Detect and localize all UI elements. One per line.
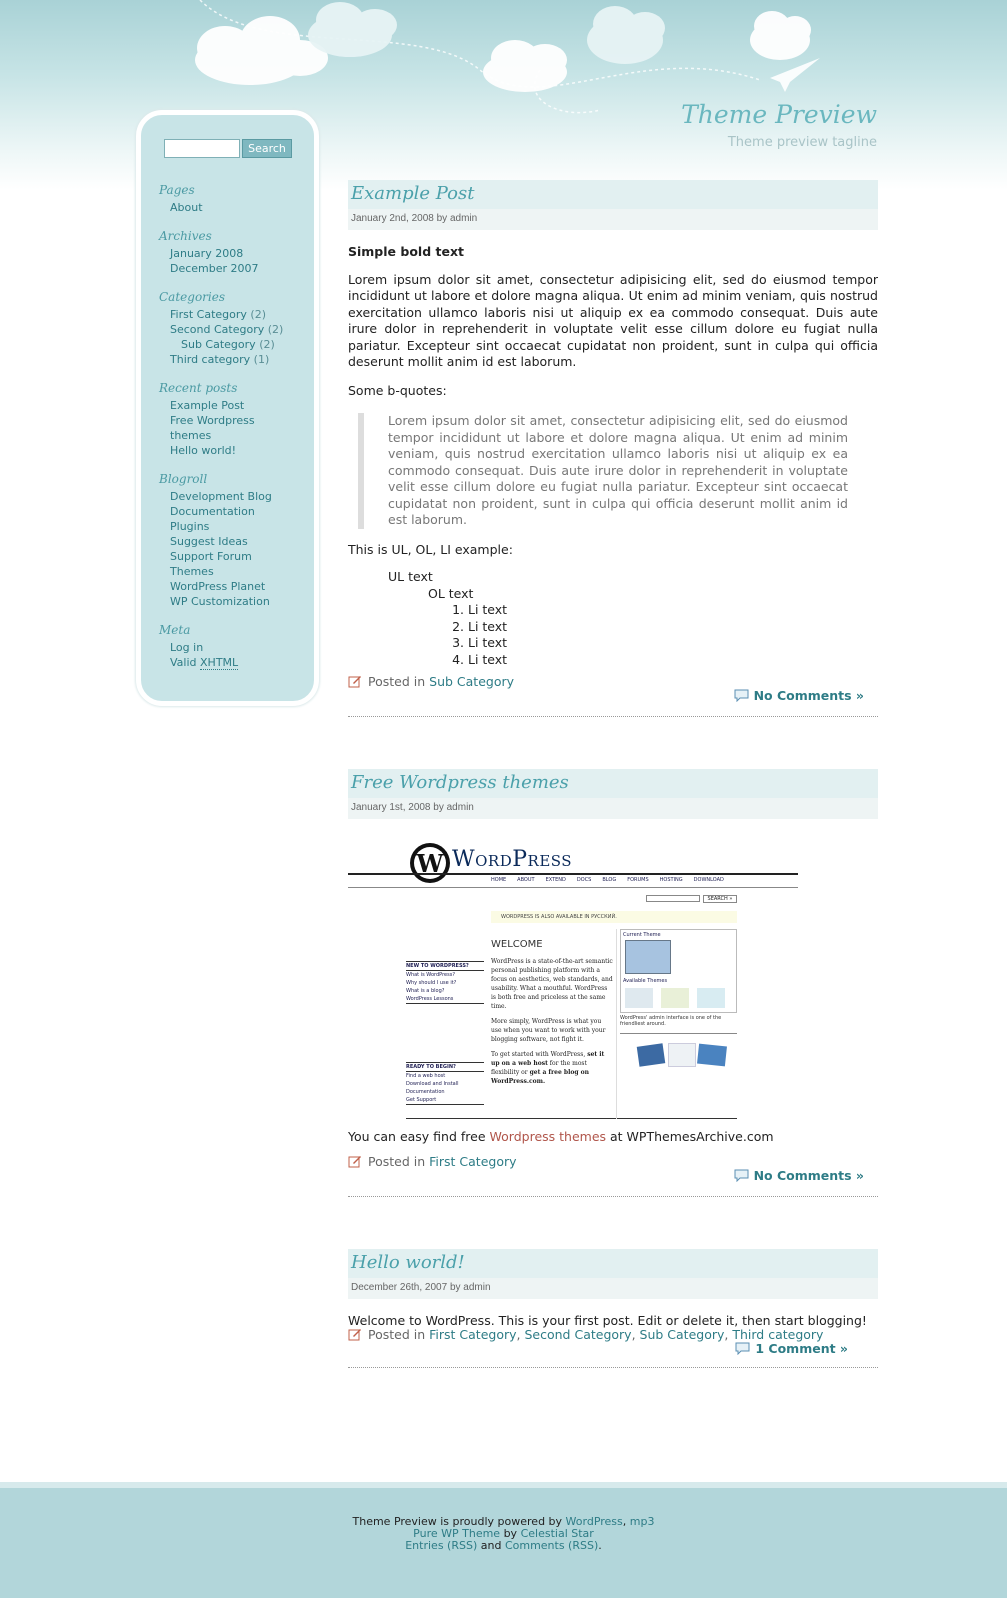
- comments-link[interactable]: [734, 688, 864, 703]
- theme-thumb: [625, 988, 653, 1008]
- screenshot-para: WordPress is a state-of-the-art semantic personal publishing platform with a focus on aesthetics, web standards, and usability. What a mouthful. WordPress is both free and priceless at the same time.: [491, 958, 613, 1010]
- available-themes-label: Available Themes: [623, 978, 668, 984]
- blogroll-link[interactable]: Development Blog: [170, 490, 272, 503]
- screenshot-link: What is a blog?: [406, 988, 445, 994]
- category-link-third[interactable]: Third category: [170, 353, 251, 366]
- recent-post-link[interactable]: Free Wordpress themes: [170, 414, 255, 442]
- category-link[interactable]: First Category: [429, 1154, 517, 1169]
- sidebar-link-about[interactable]: About: [170, 201, 203, 214]
- categories-heading: Categories: [159, 290, 225, 304]
- posted-in-label: Posted in: [368, 1154, 426, 1169]
- screenshot-admin-panel: [620, 929, 737, 1013]
- post-free-themes: [348, 769, 878, 1144]
- blogroll-heading: Blogroll: [159, 472, 208, 486]
- screenshot-rule: [406, 1118, 737, 1119]
- footer-text: Theme Preview is proudly powered by: [352, 1515, 563, 1528]
- comment-bubble-icon: [735, 1341, 751, 1355]
- recent-post-link[interactable]: Example Post: [170, 399, 245, 412]
- blogroll-link[interactable]: Documentation: [170, 505, 255, 518]
- screenshot-link: Documentation: [406, 1089, 445, 1095]
- recent-posts-list: [159, 398, 283, 458]
- screenshot-link: Find a web host: [406, 1073, 446, 1079]
- theme-thumb: [661, 988, 689, 1008]
- list-item: 1. Li text: [468, 602, 878, 619]
- screenshot-bold: set it up on a web host: [491, 1051, 605, 1067]
- screenshot-search-button: SEARCH »: [703, 895, 737, 903]
- screenshot-main-text: [491, 957, 613, 1086]
- post-meta: December 26th, 2007 by admin: [348, 1278, 878, 1299]
- category-link[interactable]: Second Category: [524, 1327, 632, 1342]
- footer-line-1: Theme Preview is proudly powered by WordPress, mp3: [352, 1515, 655, 1528]
- blogroll-list: [159, 489, 283, 609]
- footer-mp3-link[interactable]: mp3: [629, 1515, 655, 1528]
- archive-link-january-2008[interactable]: January 2008: [170, 247, 244, 260]
- screenshot-bold: get a free blog on WordPress.com.: [491, 1069, 590, 1085]
- screenshot-text: for the most flexibility or: [491, 1060, 587, 1076]
- meta-list: [159, 640, 283, 670]
- posted-in-label: Posted in: [368, 674, 426, 689]
- post-separator: [348, 1196, 878, 1197]
- comment-bubble-icon: [734, 1168, 750, 1182]
- post-meta: January 1st, 2008 by admin: [348, 798, 878, 819]
- nav-item: DOCS: [576, 877, 592, 883]
- category-item-sub: [159, 337, 283, 352]
- list-item: 2. Li text: [468, 619, 878, 636]
- pages-heading: Pages: [159, 183, 195, 197]
- ol-list: [388, 602, 878, 668]
- screenshot-text: To get started with WordPress,: [491, 1051, 586, 1058]
- recent-posts-heading: Recent posts: [159, 381, 238, 395]
- screenshot-left-column: [406, 961, 484, 1105]
- post-title[interactable]: Free Wordpress themes: [351, 772, 569, 793]
- ready-to-begin-heading: READY TO BEGIN?: [406, 1062, 484, 1072]
- category-item-first: [159, 307, 283, 322]
- pages-list: [159, 200, 283, 215]
- wordpress-screenshot-image[interactable]: [348, 839, 798, 1119]
- screenshot-link: What is WordPress?: [406, 972, 455, 978]
- category-link-sub[interactable]: Sub Category: [181, 338, 256, 351]
- list-item: 3. Li text: [468, 635, 878, 652]
- post-paragraph: Lorem ipsum dolor sit amet, consectetur adipisicing elit, sed do eiusmod tempor incididunt ut labore et dolore magna aliqua. Ut enim ad minim veniam, quis nostrud exercitation ullamco laboris nisi ut aliquip ex ea commodo consequat. Duis aute irure dolor in reprehenderit in voluptate velit esse cillum dolore eu fugiat nulla pariatur. Excepteur sint occaecat cupidatat non proident, sunt in culpa qui officia deserunt mollit anim id est laborum.: [348, 271, 878, 369]
- login-link[interactable]: Log in: [170, 641, 204, 654]
- comments-count: No Comments »: [753, 1168, 864, 1183]
- screenshot-nav: [491, 877, 724, 883]
- screenshot-rule: [620, 1033, 737, 1034]
- edit-icon: [348, 674, 362, 688]
- category-count: (2): [250, 308, 266, 321]
- bquote-intro: Some b-quotes:: [348, 382, 447, 398]
- body-text: You can easy find free: [348, 1129, 486, 1144]
- post-hello-world: [348, 1249, 878, 1330]
- screenshot-rule: [348, 873, 798, 875]
- footer-celestial-link[interactable]: Celestial Star: [520, 1527, 594, 1540]
- post-header: [348, 180, 878, 209]
- category-link[interactable]: First Category: [429, 1327, 517, 1342]
- nav-item: FORUMS: [627, 877, 649, 883]
- archives-heading: Archives: [159, 229, 212, 243]
- wordpress-logo-icon: [408, 841, 452, 885]
- blogroll-link[interactable]: Support Forum: [170, 550, 252, 563]
- category-count: (1): [253, 353, 270, 366]
- screenshot-rule: [616, 929, 617, 1119]
- wordpress-logo-text: WordPress: [452, 847, 573, 872]
- post-separator: [348, 1367, 878, 1368]
- body-text: at WPThemesArchive.com: [610, 1129, 774, 1144]
- edit-icon: [348, 1327, 362, 1341]
- blogroll-link[interactable]: Themes: [170, 565, 214, 578]
- category-link-second[interactable]: Second Category: [170, 323, 265, 336]
- nav-item: HOME: [491, 877, 507, 883]
- post-title[interactable]: Example Post: [351, 183, 475, 204]
- new-to-wordpress-heading: NEW TO WORDPRESS?: [406, 961, 484, 971]
- footer-entries-rss-link[interactable]: Entries (RSS): [405, 1539, 478, 1552]
- post-body: [348, 244, 878, 668]
- site-footer: [0, 1482, 1007, 1598]
- category-count: (2): [267, 323, 284, 336]
- post-header: [348, 769, 878, 798]
- screenshot-welcome: WELCOME: [491, 939, 543, 950]
- list-item: 4. Li text: [468, 652, 878, 669]
- screenshot-link: Get Support: [406, 1096, 484, 1105]
- site-title[interactable]: Theme Preview: [681, 100, 877, 129]
- archives-list: [159, 246, 283, 276]
- comment-bubble-icon: [734, 688, 750, 702]
- post-title[interactable]: Hello world!: [351, 1252, 465, 1273]
- screenshot-para: More simply, WordPress is what you use when you want to work with your blogging software, not fight it.: [491, 1018, 606, 1043]
- theme-thumb: [668, 1043, 696, 1067]
- post-example: [348, 180, 878, 668]
- category-link[interactable]: Third category: [732, 1327, 824, 1342]
- bold-text: Simple bold text: [348, 244, 464, 259]
- footer-pure-theme-link[interactable]: Pure WP Theme: [413, 1527, 501, 1540]
- theme-thumb: [697, 988, 725, 1008]
- comments-count: No Comments »: [753, 688, 864, 703]
- screenshot-link: Download and Install: [406, 1081, 459, 1087]
- blogroll-link[interactable]: Suggest Ideas: [170, 535, 248, 548]
- category-link-first[interactable]: First Category: [170, 308, 247, 321]
- post-footer: Posted in First Category, Second Category, Sub Category, Third category: [348, 1327, 888, 1342]
- ul-text: UL text: [388, 569, 433, 584]
- footer-line-3: Entries (RSS) and Comments (RSS).: [405, 1539, 602, 1552]
- blogroll-link[interactable]: WP Customization: [170, 595, 270, 608]
- category-item-second: [159, 322, 283, 337]
- meta-heading: Meta: [159, 623, 191, 637]
- screenshot-para: [491, 1050, 613, 1086]
- screenshot-link: WordPress Lessons: [406, 995, 484, 1004]
- theme-thumb: [697, 1044, 727, 1067]
- sidebar-sections: [159, 183, 283, 684]
- screenshot-thumbnails: [638, 1043, 728, 1071]
- search-input[interactable]: [164, 139, 240, 158]
- category-link[interactable]: Sub Category: [429, 674, 515, 689]
- nav-item: HOSTING: [659, 877, 683, 883]
- post-separator: [348, 716, 878, 717]
- comments-link[interactable]: [735, 1341, 848, 1356]
- recent-post-link[interactable]: Hello world!: [170, 444, 237, 457]
- search-form: [164, 139, 292, 158]
- nav-item: EXTEND: [545, 877, 566, 883]
- screenshot-search-box: [646, 895, 700, 902]
- theme-thumb: [625, 940, 671, 974]
- post-footer: [348, 674, 878, 689]
- post-header: [348, 1249, 878, 1278]
- current-theme-label: Current Theme: [623, 932, 661, 938]
- ul-block: [348, 569, 878, 668]
- comments-count: 1 Comment »: [755, 1341, 848, 1356]
- edit-icon: [348, 1154, 362, 1168]
- categories-list: [159, 307, 283, 367]
- wordpress-themes-link[interactable]: Wordpress themes: [489, 1129, 607, 1144]
- sidebar: [136, 110, 319, 706]
- category-count: (2): [259, 338, 275, 351]
- post-meta: January 2nd, 2008 by admin: [348, 209, 878, 230]
- svg-text:W: W: [416, 849, 444, 878]
- valid-xhtml-link[interactable]: [159, 655, 283, 670]
- footer-comments-rss-link[interactable]: Comments (RSS): [504, 1539, 599, 1552]
- valid-label: Valid: [170, 656, 197, 669]
- nav-item: BLOG: [602, 877, 617, 883]
- site-tagline: Theme preview tagline: [727, 135, 877, 150]
- post-footer: [348, 1154, 878, 1169]
- admin-caption: WordPress' admin interface is one of the friendliest around.: [620, 1015, 722, 1027]
- screenshot-notice: WORDPRESS IS ALSO AVAILABLE IN РУССКИЙ.: [491, 911, 737, 923]
- screenshot-link: Why should I use it?: [406, 980, 457, 986]
- category-link[interactable]: Sub Category: [639, 1327, 725, 1342]
- footer-text: by: [503, 1527, 518, 1540]
- theme-thumb: [637, 1043, 666, 1066]
- blogroll-link[interactable]: Plugins: [170, 520, 210, 533]
- blockquote: Lorem ipsum dolor sit amet, consectetur adipisicing elit, sed do eiusmod tempor incididunt ut labore et dolore magna aliqua. Ut enim ad minim veniam, quis nostrud exercitation ullamco laboris nisi ut aliquip ex ea commodo consequat. Duis aute irure dolor in reprehenderit in voluptate velit esse cillum dolore eu fugiat nulla pariatur. Excepteur sint occaecat cupidatat non proident, sunt in culpa qui officia deserunt mollit anim id est laborum.: [358, 413, 878, 529]
- post-body: [348, 1129, 878, 1146]
- nav-item: DOWNLOAD: [693, 877, 724, 883]
- xhtml-abbr: XHTML: [200, 656, 239, 669]
- screenshot-rule: [348, 887, 798, 888]
- comments-link[interactable]: [734, 1168, 864, 1183]
- ol-text: OL text: [428, 585, 474, 601]
- category-item-third: [159, 352, 283, 367]
- nav-item: ABOUT: [517, 877, 535, 883]
- footer-wordpress-link[interactable]: WordPress: [565, 1515, 623, 1528]
- blogroll-link[interactable]: WordPress Planet: [170, 580, 266, 593]
- list-intro: This is UL, OL, LI example:: [348, 541, 513, 557]
- archive-link-december-2007[interactable]: December 2007: [170, 262, 259, 275]
- post-paragraph: Welcome to WordPress. This is your first post. Edit or delete it, then start blogging!: [348, 1313, 867, 1328]
- search-button[interactable]: Search: [242, 139, 292, 158]
- posted-in-label: Posted in: [368, 1327, 426, 1342]
- footer-text: and: [480, 1539, 502, 1552]
